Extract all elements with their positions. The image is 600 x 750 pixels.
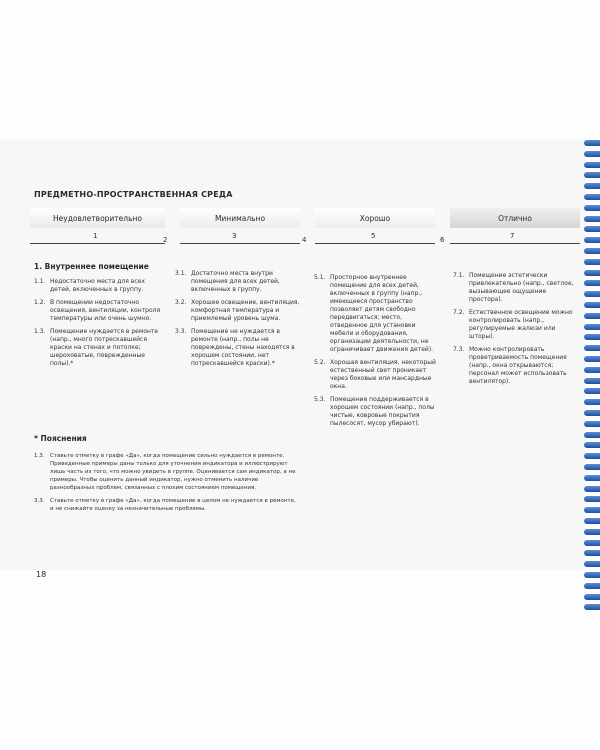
scale-underline-1 [30, 243, 165, 244]
column-unsatisfactory [34, 278, 164, 373]
scale-number-5: 5 [371, 232, 376, 240]
binding-coil [584, 550, 600, 556]
binding-coil [584, 162, 600, 168]
rating-unsatisfactory: Неудовлетворительно [30, 208, 165, 228]
binding-coil [584, 280, 600, 286]
binding-coil [584, 453, 600, 459]
scale-underline-3 [180, 243, 300, 244]
scale-number-1: 1 [93, 232, 98, 240]
notes-title: * Пояснения [34, 434, 87, 443]
binding-coil [584, 486, 600, 492]
binding-coil [584, 594, 600, 600]
binding-coil [584, 399, 600, 405]
rating-excellent: Отлично [450, 208, 580, 228]
indicator-number: 1.3. [34, 328, 46, 335]
indicator-text: Хорошее освещение, вентиляция, комфортная температура и приемлемый уровень шума. [191, 299, 300, 322]
indicator-text: В помещении недостаточно освещения, вентиляции, контроля температуры или очень шумно. [50, 299, 161, 322]
indicator-item [175, 299, 300, 323]
indicator-item [314, 359, 439, 391]
binding-coil [584, 561, 600, 567]
indicator-number: 3.3. [175, 328, 187, 335]
scale-number-4: 4 [302, 236, 307, 244]
indicator-number: 7.1. [453, 272, 465, 279]
indicator-text: Помещение поддерживается в хорошем состоянии (напр., полы чистые, ковровые покрытия пылесосят, мусор убирают). [330, 396, 435, 427]
rating-scale [30, 232, 590, 252]
indicator-item [453, 309, 578, 341]
scale-underline-5 [315, 243, 435, 244]
indicator-text: Недостаточно места для всех детей, включенных в группу. [50, 278, 145, 293]
binding-coil [584, 302, 600, 308]
rating-minimal: Минимально [180, 208, 300, 228]
note-item [34, 497, 296, 513]
binding-coil [584, 410, 600, 416]
binding-coil [584, 291, 600, 297]
binding-coil [584, 172, 600, 178]
indicator-number: 7.2. [453, 309, 465, 316]
indicator-text: Помещение не нуждается в ремонте (напр., полы не повреждены, стены находятся в хорошем состоянии, нет потрескавшейся краски).* [191, 328, 295, 367]
indicator-number: 7.3. [453, 346, 465, 353]
binding-coil [584, 518, 600, 524]
scale-number-2: 2 [163, 236, 168, 244]
indicator-item [453, 272, 578, 304]
binding-coil [584, 183, 600, 189]
column-excellent [453, 272, 578, 391]
indicator-item [314, 396, 439, 428]
binding-coil [584, 324, 600, 330]
binding-coil [584, 529, 600, 535]
binding-coil [584, 540, 600, 546]
indicator-item [34, 328, 164, 368]
binding-coil [584, 151, 600, 157]
binding-coil [584, 313, 600, 319]
indicator-number: 5.3. [314, 396, 326, 403]
indicator-text: Достаточно места внутри помещения для всех детей, включенных в группу. [191, 270, 280, 293]
binding-coil [584, 270, 600, 276]
indicator-item [34, 278, 164, 294]
binding-coil [584, 464, 600, 470]
binding-coil [584, 496, 600, 502]
indicator-item [175, 270, 300, 294]
binding-coil [584, 388, 600, 394]
note-item [34, 452, 296, 492]
indicator-text: Помещение нуждается в ремонте (напр., много потрескавшейся краски на стенах и потолке; шероховатые, поврежденные полы).* [50, 328, 159, 367]
indicator-text: Естественное освещение можно контролировать (напр., регулируемые жалюзи или шторы). [469, 309, 573, 340]
binding-coil [584, 259, 600, 265]
indicator-text: Просторное внутреннее помещение для всех детей, включенных в группу (напр., имеющееся пространство позволяет детям свободно передвигаться; место, отведенное для установки мебели и оборудования, организации деятельности, не ограничивает движения детей). [330, 274, 434, 353]
subsection-title: 1. Внутреннее помещение [34, 262, 149, 271]
binding-coil [584, 604, 600, 610]
note-number: 1.3. [34, 453, 45, 459]
column-minimal [175, 270, 300, 373]
scale-underline-7 [450, 243, 580, 244]
indicator-number: 3.2. [175, 299, 187, 306]
section-title: ПРЕДМЕТНО-ПРОСТРАНСТВЕННАЯ СРЕДА [34, 190, 233, 199]
binding-coil [584, 572, 600, 578]
binding-coil [584, 507, 600, 513]
binding-coil [584, 442, 600, 448]
binding-coil [584, 421, 600, 427]
rating-header [30, 208, 590, 228]
binding-coil [584, 345, 600, 351]
indicator-number: 1.2. [34, 299, 46, 306]
note-number: 3.3. [34, 498, 45, 504]
binding-coil [584, 194, 600, 200]
indicator-text: Помещение эстетически привлекательно (напр., светлое, вызывающее ощущение простора). [469, 272, 574, 303]
binding-coil [584, 140, 600, 146]
indicator-item [34, 299, 164, 323]
binding-coil [584, 334, 600, 340]
indicator-number: 3.1. [175, 270, 187, 277]
indicator-item [453, 346, 578, 386]
binding-coil [584, 367, 600, 373]
scale-number-6: 6 [440, 236, 445, 244]
page-number: 18 [36, 570, 47, 579]
indicator-text: Хорошая вентиляция, некоторый естественный свет проникает через боковые или мансардные окна. [330, 359, 436, 390]
note-text: Ставьте отметку в графе «Да», когда помещение сильно нуждается в ремонте. Приведенные примеры даны только для уточнения индикатора и иллюстрируют лишь часть из того, что можно увидеть в группе. Оценивается сам индикатор, а не примеры. Чтобы оценить данный индикатор, нужно отменить наличие разнообразных проблем, связанных с плохим состоянием помещения. [50, 453, 296, 491]
indicator-text: Можно контролировать проветриваемость помещения (напр., окна открываются; персонал может использовать вентилятор). [469, 346, 567, 385]
binding-coil [584, 356, 600, 362]
column-good [314, 274, 439, 433]
indicator-number: 5.1. [314, 274, 326, 281]
rating-good: Хорошо [315, 208, 435, 228]
scale-number-7: 7 [510, 232, 515, 240]
binding-coil [584, 432, 600, 438]
notes-list [34, 452, 296, 518]
indicator-item [175, 328, 300, 368]
note-text: Ставьте отметку в графе «Да», когда помещение в целом не нуждается в ремонте, и не снижайте оценку за незначительные проблемы. [50, 498, 296, 512]
scale-number-3: 3 [232, 232, 237, 240]
indicator-number: 5.2. [314, 359, 326, 366]
binding-coil [584, 378, 600, 384]
binding-coil [584, 583, 600, 589]
indicator-number: 1.1. [34, 278, 46, 285]
indicator-item [314, 274, 439, 354]
binding-coil [584, 475, 600, 481]
